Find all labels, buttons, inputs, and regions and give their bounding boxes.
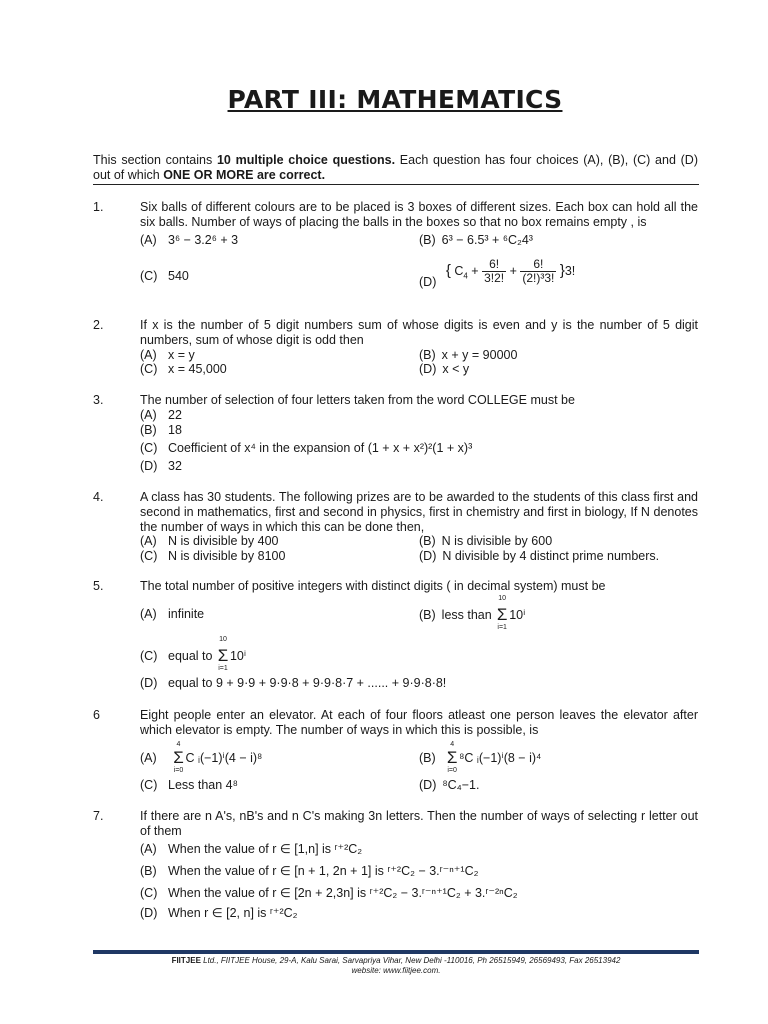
question-number: 5. (93, 579, 104, 593)
option-label: (B) (419, 750, 436, 765)
question-number: 7. (93, 809, 104, 823)
factor-text: 3! (564, 263, 576, 278)
question-text: The number of selection of four letters taken from the word COLLEGE must be (140, 393, 575, 407)
option-label: (D) (419, 778, 437, 792)
question-number: 1. (93, 200, 104, 214)
footer-brand: FIITJEE (171, 956, 201, 965)
option-text: When r ∈ [2, n] is ʳ⁺²C₂ (168, 906, 298, 920)
close-brace-symbol: } (559, 261, 565, 279)
page-footer (93, 956, 699, 976)
option-c[interactable] (140, 362, 227, 377)
option-text: When the value of r ∈ [1,n] is ʳ⁺²C₂ (168, 842, 363, 856)
option-text: Less than 4⁸ (168, 778, 238, 792)
fraction-2 (520, 258, 556, 285)
option-text: N is divisible by 600 (441, 534, 553, 548)
option-text: N is divisible by 8100 (168, 549, 286, 563)
option-label: (A) (140, 750, 157, 765)
question-number: 4. (93, 490, 104, 504)
summation-symbol: 10 Σ i=1 (496, 595, 508, 631)
denominator: 3!2! (484, 271, 505, 285)
footer-bar (93, 950, 699, 954)
option-text: ⁸C₄−1. (442, 778, 480, 792)
option-text: 6³ − 6.5³ + ⁶C₂4³ (441, 233, 533, 247)
option-a[interactable] (140, 534, 278, 549)
option-b[interactable] (419, 595, 526, 631)
option-label: (C) (140, 549, 158, 563)
page-title: PART III: MATHEMATICS (227, 85, 563, 114)
option-c[interactable] (140, 636, 247, 672)
option-text: 540 (168, 269, 189, 283)
question-number: 2. (93, 318, 104, 332)
option-label: (A) (140, 842, 157, 856)
option-text: N divisible by 4 distinct prime numbers. (442, 549, 660, 563)
section-instructions (93, 153, 698, 183)
option-text: infinite (168, 607, 205, 621)
question-number: 6 (93, 708, 100, 722)
option-label: (C) (140, 269, 158, 283)
option-label: (C) (140, 886, 158, 900)
footer-website: website: www.fiitjee.com. (351, 966, 441, 975)
binomial-c: C (454, 263, 464, 278)
option-label: (C) (140, 648, 158, 663)
option-text: 18 (168, 423, 182, 437)
option-label: (C) (140, 778, 158, 792)
option-text: less than (441, 607, 492, 622)
summation-symbol: 10 Σ i=1 (217, 636, 229, 672)
option-c[interactable] (140, 441, 472, 456)
question-text: Six balls of different colours are to be placed is 3 boxes of different sizes. Each box can hold all the six balls. Number of ways of placing the balls in the boxes so that no box remains empty , is (140, 200, 698, 229)
summation-symbol: 4 Σ i=0 (446, 741, 458, 774)
option-text: When the value of r ∈ [2n + 2,3n] is ʳ⁺²C₂ − 3.ʳ⁻ⁿ⁺¹C₂ + 3.ʳ⁻²ⁿC₂ (168, 886, 518, 900)
option-text: x = y (168, 348, 195, 362)
question-number: 3. (93, 393, 104, 407)
option-d[interactable] (140, 906, 298, 921)
option-b[interactable] (419, 534, 552, 549)
section-divider (93, 184, 699, 185)
option-label: (C) (140, 362, 158, 376)
summation-term: 10ⁱ (229, 648, 247, 663)
option-d[interactable] (140, 459, 182, 474)
option-text: N is divisible by 400 (168, 534, 279, 548)
option-label: (A) (140, 233, 157, 247)
denominator: (2!)³3! (522, 271, 555, 285)
option-c[interactable] (140, 269, 189, 284)
option-a[interactable] (140, 233, 238, 248)
option-a[interactable] (140, 607, 204, 622)
option-label: (B) (419, 233, 436, 247)
option-text: x + y = 90000 (441, 348, 518, 362)
question-text: The total number of positive integers with distinct digits ( in decimal system) must be (140, 579, 606, 593)
option-d[interactable] (140, 676, 446, 691)
summation-term: 10ⁱ (509, 607, 526, 622)
option-text: 3⁶ − 3.2⁶ + 3 (168, 233, 239, 247)
option-text: ⁸C ᵢ(−1)ⁱ(8 − i)⁴ (459, 750, 542, 765)
option-a[interactable] (140, 741, 263, 774)
option-text: 32 (168, 459, 182, 473)
option-label: (D) (140, 676, 158, 690)
option-label: (A) (140, 348, 157, 362)
option-text: C ᵢ(−1)ⁱ(4 − i)⁸ (185, 750, 263, 765)
option-c[interactable] (140, 886, 518, 901)
summation-symbol: 4 Σ i=0 (173, 741, 184, 774)
fraction-1 (482, 258, 506, 285)
lower-limit: i=1 (497, 624, 507, 631)
option-label: (B) (419, 348, 436, 362)
option-a[interactable] (140, 408, 182, 423)
upper-limit: 10 (219, 636, 227, 643)
option-c[interactable] (140, 778, 238, 793)
intro-bold-2: ONE OR MORE are correct. (163, 168, 326, 182)
footer-address: Ltd., FIITJEE House, 29-A, Kalu Sarai, Sarvapriya Vihar, New Delhi -110016, Ph 26515949, 26569493, Fax 26513942 (200, 956, 621, 965)
option-text: equal to (168, 648, 213, 663)
lower-limit: i=0 (173, 767, 184, 774)
option-label: (D) (140, 459, 158, 473)
option-d[interactable]: (D) { $C_4$ + $\frac{6!}{3!2!}$ + $\frac{6!}{\text{(2!)³3!}}$ }3! (419, 257, 576, 289)
option-a[interactable] (140, 348, 195, 363)
option-b[interactable] (419, 233, 533, 248)
option-text: equal to 9 + 9·9 + 9·9·8 + 9·9·8·7 + ...... + 9·9·8·8! (168, 676, 447, 690)
open-brace-symbol: { (445, 261, 451, 279)
question-text: A class has 30 students. The following prizes are to be awarded to the students of this class first and second in mathematics, first and second in physics, first in chemistry and first in biology, If N denotes the number of ways in which this can be done then, (140, 490, 698, 534)
option-b[interactable] (419, 741, 542, 774)
option-text: x = 45,000 (168, 362, 227, 376)
upper-limit: 4 (450, 741, 455, 748)
option-label: (B) (140, 864, 157, 878)
option-label: (B) (419, 534, 436, 548)
option-label: (A) (140, 408, 157, 422)
numerator: 6! (482, 258, 506, 272)
option-label: (D) (140, 906, 158, 920)
option-d[interactable] (419, 778, 480, 793)
option-text: When the value of r ∈ [n + 1, 2n + 1] is ʳ⁺²C₂ − 3.ʳ⁻ⁿ⁺¹C₂ (168, 864, 479, 878)
question-text: If there are n A's, nB's and n C's making 3n letters. Then the number of ways of selecting r letter out of them (140, 809, 698, 838)
option-b[interactable] (140, 423, 182, 438)
numerator: 6! (520, 258, 556, 272)
option-b[interactable] (419, 348, 517, 363)
option-label: (B) (140, 423, 157, 437)
option-text: Coefficient of x⁴ in the expansion of (1 + x + x²)²(1 + x)³ (168, 441, 473, 455)
option-d[interactable] (419, 549, 659, 564)
option-a[interactable] (140, 842, 362, 857)
intro-text-2: Each question has four choices (A), (B), (C) and (D) out of which (93, 153, 698, 182)
question-text: If x is the number of 5 digit numbers sum of whose digits is even and y is the number of 5 digit numbers, sum of whose digit is odd then (140, 318, 698, 347)
option-d[interactable] (419, 362, 469, 377)
option-label: (D) (419, 549, 437, 563)
intro-text-1: This section contains (93, 153, 217, 167)
lower-limit: i=1 (218, 665, 228, 672)
option-text: x < y (442, 362, 470, 376)
question-text: Eight people enter an elevator. At each of four floors atleast one person leaves the elevator after which elevator is empty. The number of ways in which this is possible, is (140, 708, 698, 737)
intro-bold-1: 10 multiple choice questions. (216, 153, 396, 167)
option-label: (D) (419, 274, 437, 289)
option-c[interactable] (140, 549, 285, 564)
option-text: 22 (168, 408, 182, 422)
option-label: (D) (419, 362, 437, 376)
upper-limit: 4 (176, 741, 181, 748)
option-label: (A) (140, 534, 157, 548)
option-b[interactable] (140, 864, 478, 879)
upper-limit: 10 (498, 595, 507, 602)
option-label: (A) (140, 607, 157, 621)
option-label: (C) (140, 441, 158, 455)
lower-limit: i=0 (447, 767, 457, 774)
option-label: (B) (419, 607, 436, 622)
